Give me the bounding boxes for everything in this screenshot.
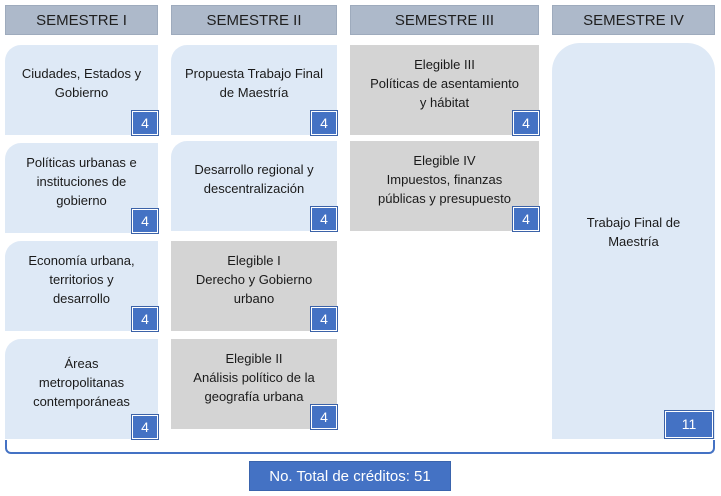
credit-badge: 4 [132, 111, 158, 135]
course-card-economia-urbana [5, 241, 158, 331]
course-title: Elegible I Derecho y Gobierno urbano [195, 252, 313, 306]
course-title: Elegible III Políticas de asentamiento y hábitat [370, 56, 519, 110]
course-title: Áreas metropolitanas contemporáneas [33, 355, 130, 409]
credit-badge: 4 [311, 207, 337, 231]
course-card-elegible-1 [171, 241, 337, 331]
course-card-politicas-urbanas [5, 143, 158, 233]
course-title: Políticas urbanas e instituciones de gobierno [26, 154, 137, 208]
course-card-elegible-3 [350, 45, 539, 135]
course-card-trabajo-final [552, 43, 715, 439]
course-title: Trabajo Final de Maestría [586, 215, 681, 249]
credit-badge: 4 [311, 405, 337, 429]
course-card-desarrollo-regional [171, 141, 337, 231]
header-semester-4: SEMESTRE IV [552, 5, 715, 35]
course-title: Desarrollo regional y descentralización [194, 162, 314, 196]
credit-badge: 4 [132, 307, 158, 331]
course-card-elegible-4 [350, 141, 539, 231]
credit-badge: 4 [132, 209, 158, 233]
course-title: Economía urbana, territorios y desarrollo [28, 252, 135, 306]
total-bracket [5, 440, 715, 454]
course-title: Propuesta Trabajo Final de Maestría [184, 66, 324, 100]
credit-badge: 4 [311, 111, 337, 135]
course-card-propuesta-trabajo-final [171, 45, 337, 135]
credit-badge: 4 [132, 415, 158, 439]
credit-badge: 4 [311, 307, 337, 331]
header-semester-1: SEMESTRE I [5, 5, 158, 35]
course-title: Elegible IV Impuestos, finanzas públicas y presupuesto [378, 152, 511, 206]
course-title: Ciudades, Estados y Gobierno [21, 66, 142, 100]
course-card-elegible-2 [171, 339, 337, 429]
credit-badge: 11 [665, 411, 713, 438]
header-semester-3: SEMESTRE III [350, 5, 539, 35]
total-credits-label: No. Total de créditos: 51 [249, 461, 451, 491]
course-card-areas-metropolitanas [5, 339, 158, 439]
header-semester-2: SEMESTRE II [171, 5, 337, 35]
course-title: Elegible II Análisis político de la geografía urbana [193, 350, 315, 404]
credit-badge: 4 [513, 111, 539, 135]
credit-badge: 4 [513, 207, 539, 231]
course-card-ciudades-estados-gobierno [5, 45, 158, 135]
